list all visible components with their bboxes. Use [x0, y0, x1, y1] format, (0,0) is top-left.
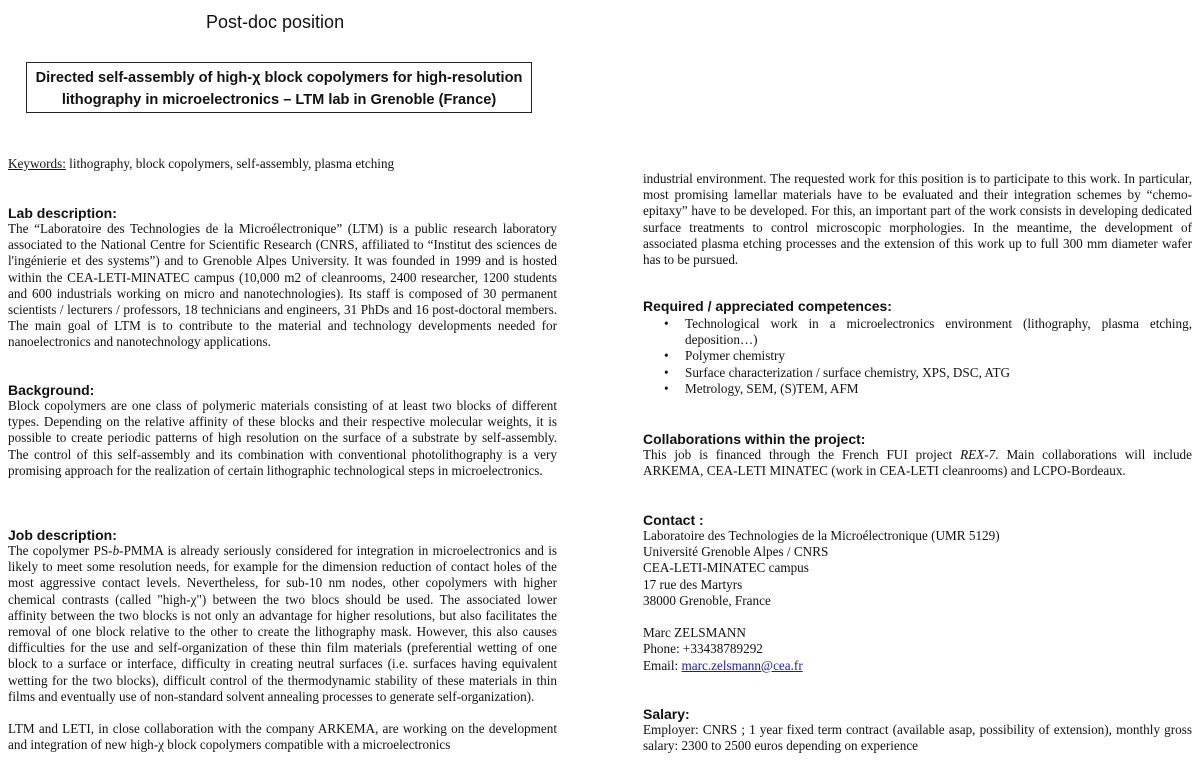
collab-text-a: This job is financed through the French FUI project	[643, 447, 961, 462]
list-item	[643, 365, 1192, 381]
job-paragraph-2: LTM and LETI, in close collaboration with the company ARKEMA, are working on the development and integration of new high-χ block copolymers compatible with a microelectronics	[8, 721, 557, 753]
collaborations-heading: Collaborations within the project:	[643, 431, 866, 447]
lab-heading: Lab description:	[8, 205, 117, 221]
bullet-icon: •	[664, 364, 669, 380]
job-paragraph-1	[8, 543, 557, 705]
collaborations-text	[643, 447, 1192, 479]
list-item	[643, 381, 1192, 397]
page-title: Post-doc position	[206, 12, 345, 32]
background-text: Block copolymers are one class of polymeric materials consisting of at least two blocks of different types. Depending on the relative affinity of these blocks and their respective molecular weights, it is possible to create periodic patterns of high resolution on the surface of a substrate by self-assembly. The control of this self-assembly and its combination with conventional photolithography is a very promising approach for the realization of certain lithographic technological steps in microelectronics.	[8, 398, 557, 478]
contact-line: Université Grenoble Alpes / CNRS	[643, 544, 829, 560]
bullet-icon: •	[664, 380, 669, 396]
contact-email-line	[643, 658, 1192, 674]
keywords-label: Keywords:	[8, 156, 66, 171]
competence-text: Technological work in a microelectronics environment (lithography, plasma etching, deposition…)	[685, 316, 1192, 348]
competences-list	[643, 316, 1192, 397]
contact-heading: Contact :	[643, 512, 704, 528]
competence-text: Metrology, SEM, (S)TEM, AFM	[685, 380, 859, 396]
email-label: Email:	[643, 657, 682, 673]
job-paragraph-2-continued: industrial environment. The requested work for this position is to participate to this work. In particular, most promising lamellar materials have to be evaluated and their integration schemes by “chemo-epitaxy” have to be developed. For this, an important part of the work consists in developing dedicated surface treatments to control microscopic morphologies. In the meantime, the development of associated plasma etching processes and the extension of this work up to full 300 mm diameter wafer has to be pursued.	[643, 171, 1192, 268]
job-p1-c: -PMMA is already seriously considered for integration in microelectronics and is likely to meet some resolution needs, for example for the dimension reduction of contact holes of the most aggressive contact levels. Nevertheless, for sub-10 nm nodes, other copolymers with higher chemical contrasts (called "high-χ") between the two blocs should be used. The associated lower affinity between the two blocks is not only an advantage for higher resolutions, but also facilitates the removal of one block relative to the other to create the lithography mask. However, this also causes difficulties for the use and self-organization of these thin film materials (preferential wetting of one block to a surface or interface, difficulty in creating neutral surfaces (i.e. surfaces having equivalent wetting for the two blocks), difficult control of the thermodynamic stability of these materials in thin films and eventually use of non-standard solvent annealing processes to generate self-organization).	[8, 543, 557, 704]
salary-heading: Salary:	[643, 706, 690, 722]
salary-text: Employer: CNRS ; 1 year fixed term contract (available asap, possibility of extension), monthly gross salary: 2300 to 2500 euros depending on experience	[643, 722, 1192, 754]
competence-text: Surface characterization / surface chemistry, XPS, DSC, ATG	[685, 364, 1011, 380]
job-p1-b: b	[112, 543, 120, 558]
contact-line: 17 rue des Martyrs	[643, 576, 743, 592]
job-heading: Job description:	[8, 527, 117, 543]
email-link[interactable]: marc.zelsmann@cea.fr	[681, 657, 803, 673]
collab-text-c: . Main collaborations will include ARKEMA, CEA-LETI MINATEC (work in CEA-LETI cleanrooms) and LCPO-Bordeaux.	[643, 447, 1192, 479]
contact-block	[643, 528, 1192, 674]
competences-heading: Required / appreciated competences:	[643, 298, 892, 314]
contact-phone: Phone: +33438789292	[643, 641, 763, 657]
contact-line: CEA-LETI-MINATEC campus	[643, 560, 809, 576]
keywords	[8, 156, 560, 172]
list-item	[643, 348, 1192, 364]
bullet-icon: •	[664, 316, 669, 331]
background-heading: Background:	[8, 382, 95, 398]
contact-line: 38000 Grenoble, France	[643, 592, 771, 608]
job-p1-a: The copolymer PS-	[8, 543, 113, 558]
contact-name: Marc ZELSMANN	[643, 625, 746, 641]
bullet-icon: •	[664, 348, 669, 364]
contact-line: Laboratoire des Technologies de la Microélectronique (UMR 5129)	[643, 528, 1000, 543]
title-line-1: Directed self-assembly of high-χ block copolymers for high-resolution	[35, 70, 523, 86]
list-item	[643, 316, 1192, 348]
competence-text: Polymer chemistry	[685, 348, 785, 364]
lab-text: The “Laboratoire des Technologies de la Microélectronique” (LTM) is a public research laboratory associated to the National Centre for Scientific Research (CNRS, affiliated to “Institut des sciences de l'ingénierie et des systems”) and to Grenoble Alpes University. It was founded in 1999 and is hosted within the CEA-LETI-MINATEC campus (10,000 m2 of cleanrooms, 2400 researcher, 1200 students and 600 industrials working on micro and nanotechnologies). Its staff is composed of 30 permanent scientists / lecturers / professors, 18 technicians and engineers, 31 PhDs and 16 post-doctoral members. The main goal of LTM is to contribute to the material and technology developments needed for nanoelectronics and nanotechnology applications.	[8, 221, 557, 350]
title-box	[26, 62, 532, 113]
collab-project-name: REX-7	[960, 447, 996, 462]
title-line-2: lithography in microelectronics – LTM lab in Grenoble (France)	[61, 92, 497, 108]
keywords-text: lithography, block copolymers, self-assembly, plasma etching	[65, 156, 395, 171]
